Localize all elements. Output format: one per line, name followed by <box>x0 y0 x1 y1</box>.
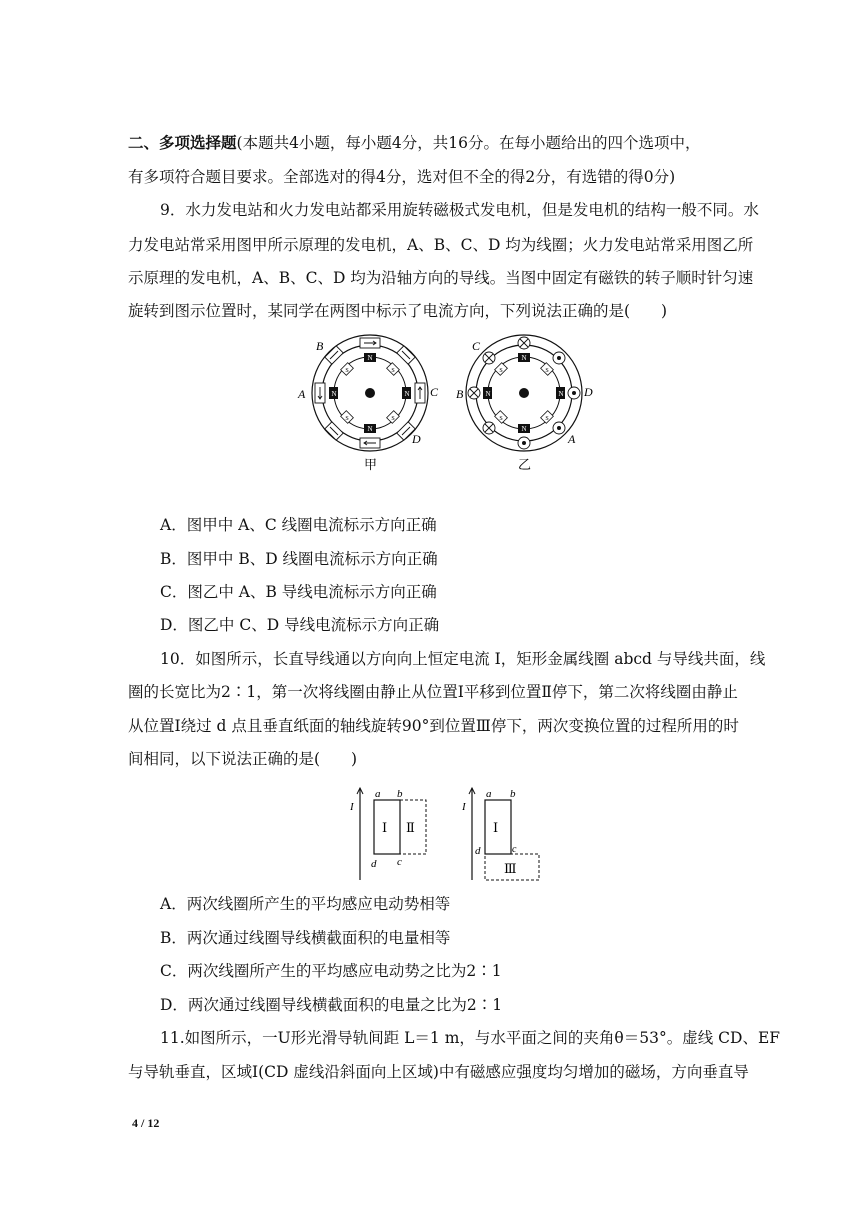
caption-jia: 甲 <box>364 457 378 472</box>
q9-line3: 示原理的发电机，A、B、C、D 均为沿轴方向的导线。当图中固定有磁铁的转子顺时针匀速 <box>128 269 754 287</box>
label-a-right: a <box>486 788 492 800</box>
label-a: A <box>298 387 306 401</box>
label-position-2: Ⅱ <box>406 820 415 835</box>
label-b-yi: B <box>456 387 464 401</box>
q10-option-b[interactable]: B．两次通过线圈导线横截面积的电量相等 <box>160 929 451 947</box>
label-s-2: S <box>391 368 395 374</box>
label-s-3: S <box>345 416 349 422</box>
q10-line2: 圈的长宽比为2∶1，第一次将线圈由静止从位置Ⅰ平移到位置Ⅱ停下，第二次将线圈由静止 <box>128 683 738 701</box>
q10-line3: 从位置Ⅰ绕过 d 点且垂直纸面的轴线旋转90°到位置Ⅲ停下，两次变换位置的过程所用的时 <box>128 717 739 735</box>
label-b-left: b <box>397 788 403 800</box>
figure-q10 <box>342 786 552 886</box>
label-n-bottom: N <box>367 425 373 433</box>
label-n-top-yi: N <box>521 354 527 362</box>
label-current-left: I <box>350 801 354 813</box>
label-b-right: b <box>510 788 516 800</box>
figure-yi <box>452 334 612 474</box>
label-n-top: N <box>367 354 373 362</box>
q9-line2: 力发电站常采用图甲所示原理的发电机，A、B、C、D 均为线圈；火力发电站常采用图乙所 <box>128 236 754 254</box>
label-n-bottom-yi: N <box>521 425 527 433</box>
label-d-left: d <box>371 858 377 870</box>
q11-line1: 11.如图所示，一U形光滑导轨间距 L＝1 m，与水平面之间的夹角θ＝53°。虚线 CD、EF <box>160 1029 781 1047</box>
q10-option-a[interactable]: A．两次线圈所产生的平均感应电动势相等 <box>160 895 451 913</box>
label-position-1-left: Ⅰ <box>382 820 388 835</box>
q10-line1: 10．如图所示，长直导线通以方向向上恒定电流 I，矩形金属线圈 abcd 与导线共面，线 <box>160 650 766 668</box>
figure-jia <box>296 334 456 474</box>
label-n-right-yi: N <box>558 390 564 398</box>
label-current-right: I <box>462 801 466 813</box>
label-position-1-right: Ⅰ <box>493 820 499 835</box>
caption-yi: 乙 <box>518 457 532 472</box>
label-s-4: S <box>391 416 395 422</box>
section-header-line2: 有多项符合题目要求。全部选对的得4分，选对但不全的得2分，有选错的得0分) <box>128 168 676 186</box>
label-c: C <box>430 385 439 399</box>
label-s-yi-3: S <box>499 416 503 422</box>
q9-option-c[interactable]: C．图乙中 A、B 导线电流标示方向正确 <box>160 583 437 601</box>
q9-line4: 旋转到图示位置时，某同学在两图中标示了电流方向，下列说法正确的是( ) <box>128 302 668 320</box>
label-s-yi-1: S <box>499 368 503 374</box>
page-number: 4 / 12 <box>132 1116 160 1130</box>
label-a-yi: A <box>568 432 576 446</box>
label-s-1: S <box>345 368 349 374</box>
label-c-left: c <box>397 856 402 868</box>
label-s-yi-2: S <box>545 368 549 374</box>
section-title: 二、多项选择题 <box>128 133 237 152</box>
label-d-yi: D <box>584 385 593 399</box>
label-position-3: Ⅲ <box>504 861 517 876</box>
q9-line1: 9．水力发电站和火力发电站都采用旋转磁极式发电机，但是发电机的结构一般不同。水 <box>160 201 759 219</box>
q10-option-d[interactable]: D．两次通过线圈导线横截面积的电量之比为2∶1 <box>160 996 503 1014</box>
label-n-left: N <box>331 390 337 398</box>
label-d-right: d <box>475 845 481 857</box>
q10-option-c[interactable]: C．两次线圈所产生的平均感应电动势之比为2∶1 <box>160 962 502 980</box>
label-s-yi-4: S <box>545 416 549 422</box>
section-header-line1 <box>128 133 740 153</box>
q9-option-a[interactable]: A．图甲中 A、C 线圈电流标示方向正确 <box>160 516 437 534</box>
label-n-right: N <box>404 390 410 398</box>
label-c-yi: C <box>472 339 481 353</box>
q9-option-b[interactable]: B．图甲中 B、D 线圈电流标示方向正确 <box>160 550 438 568</box>
q10-line4: 间相同，以下说法正确的是( ) <box>128 750 358 768</box>
label-c-right: c <box>512 844 517 855</box>
q9-option-d[interactable]: D．图乙中 C、D 导线电流标示方向正确 <box>160 616 440 634</box>
label-n-left-yi: N <box>485 390 491 398</box>
label-a-left: a <box>375 788 381 800</box>
section-instructions: (本题共4小题，每小题4分，共16分。在每小题给出的四个选项中， <box>236 134 701 152</box>
q11-line2: 与导轨垂直，区域Ⅰ(CD 虚线沿斜面向上区域)中有磁感应强度均匀增加的磁场，方向垂直导 <box>128 1063 749 1081</box>
label-b: B <box>316 339 324 353</box>
label-d: D <box>412 432 421 446</box>
